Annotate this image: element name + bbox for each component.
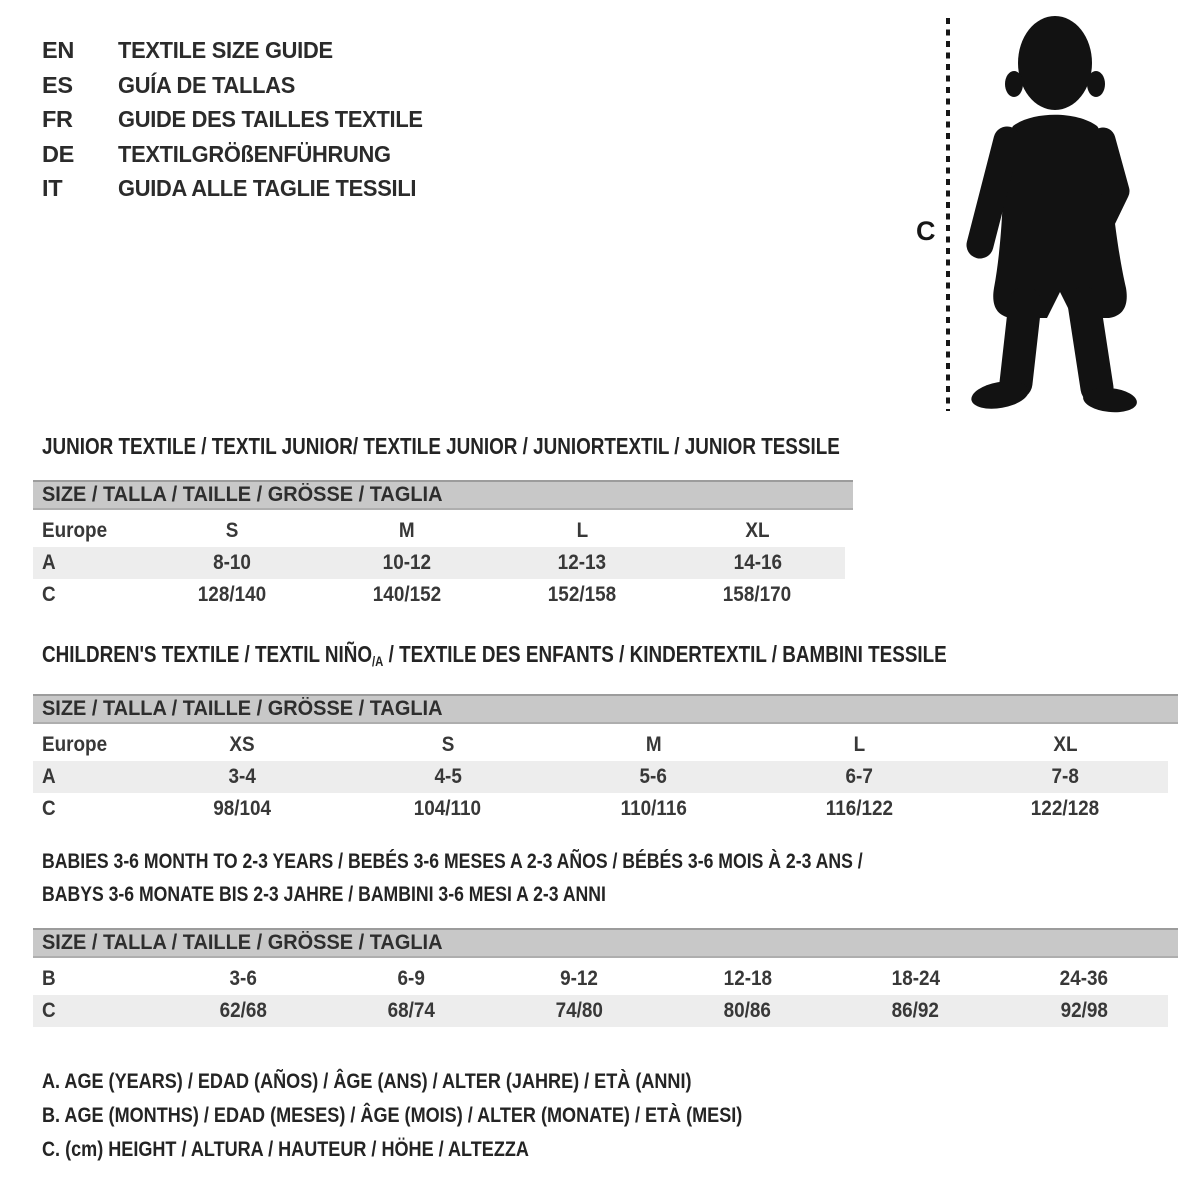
cell: 62/68: [219, 999, 267, 1022]
row-label: C: [42, 999, 56, 1022]
cell: 86/92: [892, 999, 940, 1022]
legend-line-b: B. AGE (MONTHS) / EDAD (MESES) / ÂGE (MOIS) / ALTER (MONATE) / ETÀ (MESI): [42, 1103, 743, 1127]
language-title: GUÍA DE TALLAS: [118, 71, 296, 98]
cell: 4-5: [434, 765, 462, 788]
table-row-age-years: [33, 547, 845, 579]
cell: 152/158: [547, 583, 617, 606]
language-row-it: [42, 171, 446, 206]
language-title: TEXTILE SIZE GUIDE: [118, 37, 333, 63]
measure-legend: [42, 1064, 876, 1166]
table-row-height-cm: [33, 995, 1168, 1027]
baby-silhouette-icon: [969, 16, 1138, 415]
junior-table: [33, 515, 853, 611]
cell: L: [576, 519, 588, 542]
cell: 3-4: [228, 765, 256, 788]
cell: 3-6: [229, 967, 257, 990]
cell: 7-8: [1051, 765, 1079, 788]
language-row-fr: [42, 102, 446, 137]
row-label: C: [42, 797, 56, 820]
cell: 6-7: [845, 765, 873, 788]
cell: 6-9: [397, 967, 425, 990]
section-title-junior: [33, 433, 853, 459]
table-row-height-cm: [33, 793, 1168, 825]
language-code: FR: [42, 106, 73, 132]
cell: M: [645, 733, 662, 756]
language-title: TEXTILGRÖßENFÜHRUNG: [118, 140, 391, 167]
cell: 110/116: [620, 797, 687, 820]
size-header-bar: [33, 694, 1178, 724]
cell: 128/140: [197, 583, 266, 606]
row-label: Europe: [42, 519, 108, 542]
language-title-list: [42, 33, 446, 206]
cell: 5-6: [639, 765, 668, 788]
section-title-babies-line2: [33, 878, 1178, 911]
cell: 104/110: [414, 797, 482, 820]
silhouette-arm-right: [1102, 140, 1117, 222]
language-title: GUIDE DES TAILLES TEXTILE: [118, 106, 423, 132]
legend-line-c: C. (cm) HEIGHT / ALTURA / HAUTEUR / HÖHE / ALTEZZA: [42, 1137, 529, 1161]
language-title: GUIDA ALLE TAGLIE TESSILI: [118, 175, 417, 201]
cell: S: [441, 733, 455, 756]
cell: 140/152: [372, 583, 442, 606]
row-label: Europe: [42, 733, 108, 756]
language-code: ES: [42, 71, 73, 98]
size-header-bar: [33, 480, 853, 510]
row-label: B: [42, 967, 56, 990]
silhouette-leg-right: [1084, 303, 1097, 388]
table-row-europe: [33, 515, 845, 547]
section-title-babies-line1: [33, 845, 1178, 878]
nino-a-subscript: /A: [372, 654, 384, 669]
cell: 18-24: [891, 967, 940, 990]
babies-table: [33, 963, 1178, 1027]
language-row-de: [42, 137, 446, 172]
size-header-bar: [33, 928, 1178, 958]
cell: XL: [1052, 733, 1078, 756]
section-title-text: CHILDREN'S TEXTILE / TEXTIL NIÑO/A / TEXTILE DES ENFANTS / KINDERTEXTIL / BAMBINI TESSILE: [42, 641, 947, 669]
row-label: C: [42, 583, 56, 606]
cell: 122/128: [1030, 797, 1100, 820]
silhouette-ear-left: [1005, 71, 1023, 97]
cell: 80/86: [723, 999, 772, 1022]
cell: 74/80: [555, 999, 604, 1022]
height-measure-figure: [903, 8, 1168, 420]
table-row-europe: [33, 729, 1168, 761]
cell: M: [399, 519, 415, 542]
language-row-en: [42, 33, 446, 68]
children-table: [33, 729, 1178, 825]
language-code: IT: [42, 175, 63, 201]
section-title-children: [33, 641, 1178, 671]
cell: 12-18: [723, 967, 772, 990]
language-row-es: [42, 68, 446, 103]
cell: 24-36: [1059, 967, 1109, 990]
section-title-text: JUNIOR TEXTILE / TEXTIL JUNIOR/ TEXTILE JUNIOR / JUNIORTEXTIL / JUNIOR TESSILE: [42, 433, 840, 459]
silhouette-head: [1018, 16, 1092, 110]
cell: 14-16: [733, 551, 782, 574]
size-header-text: SIZE / TALLA / TAILLE / GRÖSSE / TAGLIA: [42, 697, 443, 720]
language-code: EN: [42, 37, 75, 63]
cell: 9-12: [560, 967, 599, 990]
section-children-textile: [33, 641, 1178, 825]
section-babies-textile: [33, 845, 1178, 1027]
section-title-text: BABYS 3-6 MONATE BIS 2-3 JAHRE / BAMBINI 3-6 MESI A 2-3 ANNI: [42, 882, 606, 906]
cell: L: [853, 733, 866, 756]
cell: 10-12: [382, 551, 432, 574]
cell: XS: [229, 733, 255, 756]
cell: XL: [745, 519, 770, 542]
table-row-age-months: [33, 963, 1168, 995]
cell: S: [225, 519, 238, 542]
size-header-text: SIZE / TALLA / TAILLE / GRÖSSE / TAGLIA: [42, 931, 443, 954]
silhouette-ear-right: [1087, 71, 1105, 97]
cell: 158/170: [723, 583, 792, 606]
legend-line-a: A. AGE (YEARS) / EDAD (AÑOS) / ÂGE (ANS) / ALTER (JAHRE) / ETÀ (ANNI): [42, 1069, 692, 1093]
row-label: A: [42, 765, 56, 788]
section-junior-textile: [33, 433, 853, 611]
row-label: A: [42, 551, 56, 574]
cell: 98/104: [212, 797, 271, 820]
cell: 92/98: [1060, 999, 1108, 1022]
table-row-age-years: [33, 761, 1168, 793]
language-code: DE: [42, 140, 75, 167]
section-title-text: BABIES 3-6 MONTH TO 2-3 YEARS / BEBÉS 3-6 MESES A 2-3 AÑOS / BÉBÉS 3-6 MOIS À 2-3 ANS /: [42, 849, 863, 873]
cell: 8-10: [212, 551, 251, 574]
silhouette-leg-left: [1016, 303, 1025, 383]
cell: 12-13: [557, 551, 607, 574]
size-header-text: SIZE / TALLA / TAILLE / GRÖSSE / TAGLIA: [42, 483, 443, 506]
height-label-c: C: [916, 216, 936, 246]
cell: 68/74: [387, 999, 435, 1022]
cell: 116/122: [825, 797, 893, 820]
table-row-height-cm: [33, 579, 845, 611]
